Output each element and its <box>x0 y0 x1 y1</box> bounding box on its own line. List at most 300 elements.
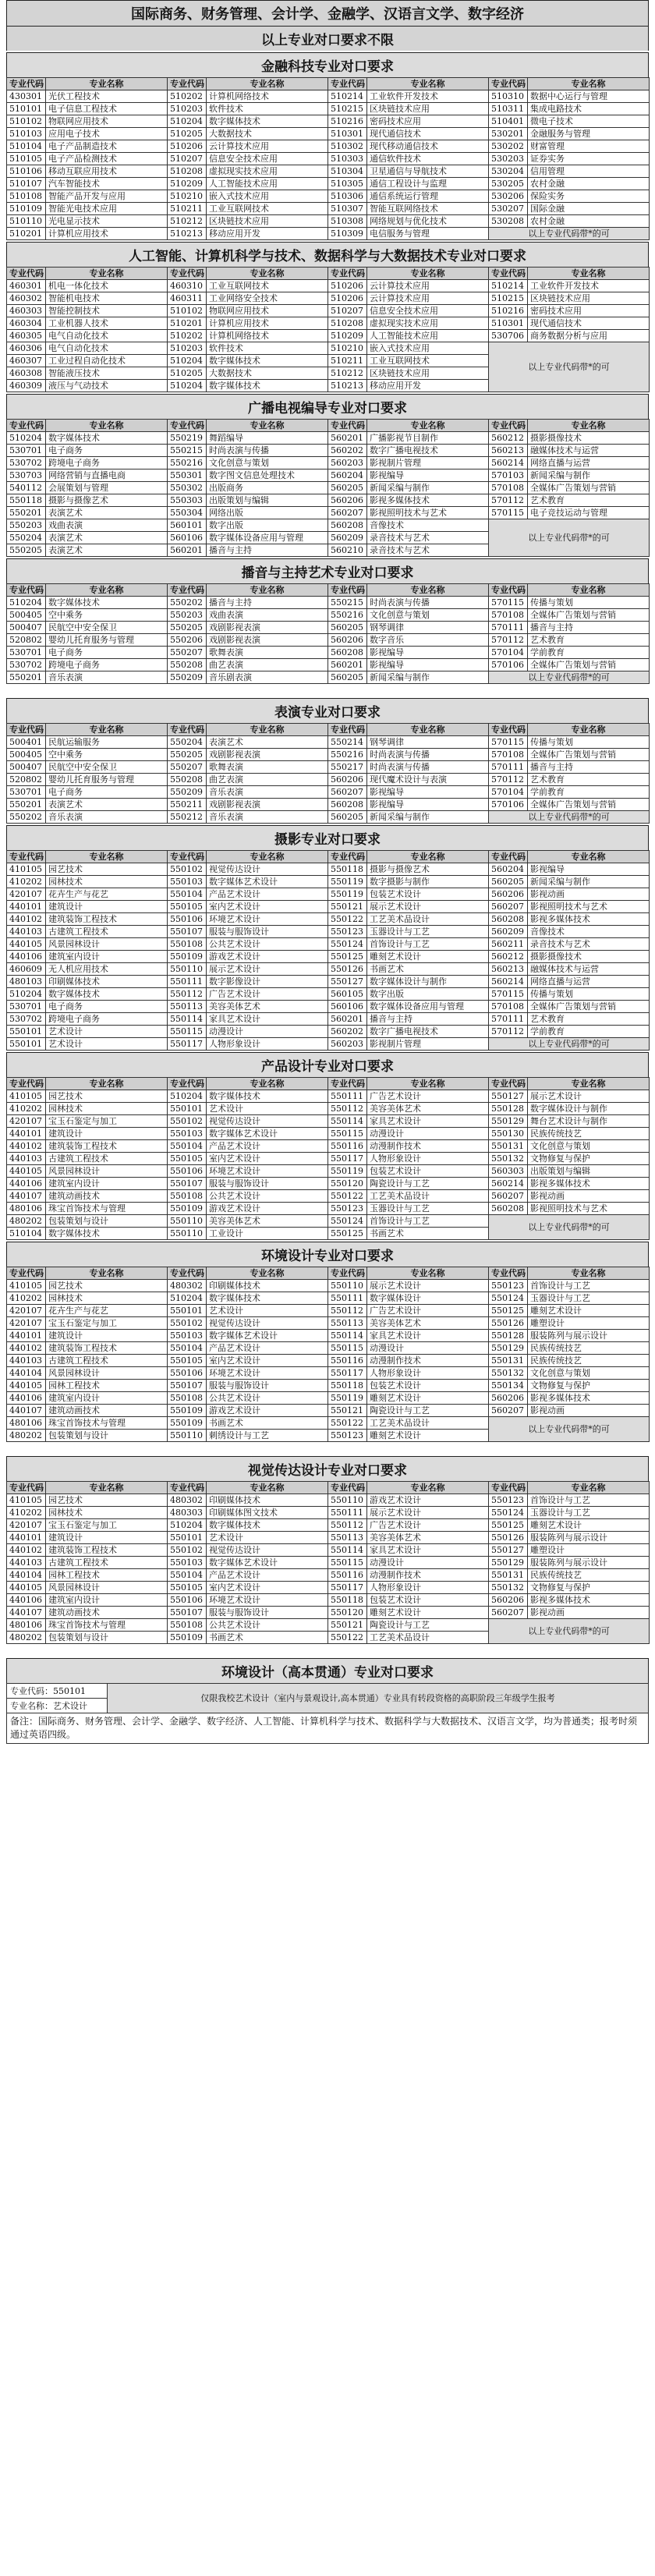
major-code: 570111 <box>489 622 528 634</box>
table-row <box>7 799 650 811</box>
major-name: 时尚表演与传播 <box>367 761 489 774</box>
major-code: 560206 <box>328 494 367 507</box>
major-code: 510212 <box>168 215 207 228</box>
header-name: 专业名称 <box>367 1078 489 1090</box>
table-row <box>7 647 650 659</box>
major-code: 550132 <box>489 1153 528 1165</box>
major-name: 曲艺表演 <box>207 659 328 671</box>
major-name: 音乐剧表演 <box>207 671 328 684</box>
header-row <box>7 420 650 432</box>
major-code: 550110 <box>168 963 207 976</box>
major-code: 560213 <box>489 963 528 976</box>
major-name: 出版策划与编辑 <box>207 494 328 507</box>
major-code: 440106 <box>7 951 46 963</box>
major-code: 550127 <box>489 1090 528 1103</box>
major-name: 无人机应用技术 <box>46 963 168 976</box>
major-name: 云计算技术应用 <box>367 280 489 292</box>
major-code: 550109 <box>168 1405 207 1417</box>
header-code: 专业代码 <box>489 268 528 280</box>
header-name: 专业名称 <box>46 420 168 432</box>
major-name: 风景园林设计 <box>46 938 168 951</box>
special-note: 仅限我校艺术设计（室内与景观设计,高本贯通）专业具有转段资格的高职阶段三年级学生报考 <box>108 1684 649 1713</box>
major-code: 550102 <box>168 1115 207 1128</box>
major-code: 560210 <box>328 544 367 557</box>
major-code: 550132 <box>489 1367 528 1380</box>
major-code: 550111 <box>328 1292 367 1305</box>
header-code: 专业代码 <box>7 1078 46 1090</box>
major-name: 戏曲表演 <box>207 609 328 622</box>
section-table <box>6 723 650 824</box>
major-name: 印刷媒体技术 <box>46 976 168 988</box>
major-code: 480106 <box>7 1203 46 1215</box>
major-name: 区块链技术应用 <box>367 103 489 115</box>
table-row <box>7 963 650 976</box>
major-name: 出版商务 <box>207 482 328 494</box>
major-name: 表演艺术 <box>46 544 168 557</box>
major-name: 公共艺术设计 <box>207 1619 328 1632</box>
major-name: 农村金融 <box>528 178 650 190</box>
major-code: 550120 <box>328 1607 367 1619</box>
major-code: 570108 <box>489 482 528 494</box>
major-name: 影视动画 <box>528 888 650 901</box>
major-name: 服装与服饰设计 <box>207 926 328 938</box>
major-name: 嵌入式技术应用 <box>367 342 489 355</box>
major-name: 书画艺术 <box>367 1228 489 1240</box>
table-row <box>7 432 650 445</box>
major-name: 空中乘务 <box>46 749 168 761</box>
major-name: 古建筑工程技术 <box>46 1355 168 1367</box>
major-code: 410202 <box>7 1103 46 1115</box>
document <box>6 0 649 1744</box>
major-code: 510206 <box>328 280 367 292</box>
major-code: 550208 <box>168 659 207 671</box>
major-name: 风景园林设计 <box>46 1582 168 1594</box>
major-name: 数字媒体设计与制作 <box>367 976 489 988</box>
major-name: 新闻采编与制作 <box>367 671 489 684</box>
section-note: 以上专业代码带*的可 <box>489 1038 650 1051</box>
major-code: 550101 <box>7 1038 46 1051</box>
major-name: 影视编导 <box>367 647 489 659</box>
major-name: 视觉传达设计 <box>207 863 328 876</box>
major-name: 表演艺术 <box>46 799 168 811</box>
header-name: 专业名称 <box>528 851 650 863</box>
major-code: 410105 <box>7 1090 46 1103</box>
major-name: 时尚表演与传播 <box>367 749 489 761</box>
header-name: 专业名称 <box>528 1267 650 1280</box>
major-name: 数字媒体艺术设计 <box>207 1128 328 1140</box>
major-name: 雕塑设计 <box>528 1544 650 1557</box>
major-name: 影视制片管理 <box>367 457 489 469</box>
major-code: 550125 <box>328 1228 367 1240</box>
major-code: 440103 <box>7 1557 46 1569</box>
major-code: 410202 <box>7 1507 46 1519</box>
major-code: 460310 <box>168 280 207 292</box>
header-name: 专业名称 <box>367 584 489 597</box>
major-name: 园艺技术 <box>46 1280 168 1292</box>
major-name: 智能产品开发与应用 <box>46 190 168 203</box>
major-name: 数字媒体技术 <box>207 1090 328 1103</box>
major-name: 室内艺术设计 <box>207 1355 328 1367</box>
major-code: 550111 <box>328 1507 367 1519</box>
major-code: 550211 <box>168 799 207 811</box>
major-name: 花卉生产与花艺 <box>46 888 168 901</box>
major-code: 460309 <box>7 380 46 392</box>
major-name: 网络直播与运营 <box>528 976 650 988</box>
major-code: 560212 <box>489 951 528 963</box>
major-code: 510216 <box>328 115 367 128</box>
major-code: 550115 <box>328 1557 367 1569</box>
section-anchor <box>6 558 649 684</box>
major-code: 550129 <box>489 1342 528 1355</box>
header-name: 专业名称 <box>46 584 168 597</box>
major-name: 播音与主持 <box>528 622 650 634</box>
major-name: 美容美体艺术 <box>367 1532 489 1544</box>
table-row <box>7 951 650 963</box>
section-note: 以上专业代码带*的可 <box>489 811 650 824</box>
major-name: 产品艺术设计 <box>207 1342 328 1355</box>
major-code: 420107 <box>7 1115 46 1128</box>
major-code: 530206 <box>489 190 528 203</box>
table-row <box>7 901 650 913</box>
major-code: 560202 <box>328 445 367 457</box>
major-code: 550114 <box>168 1013 207 1026</box>
major-code: 530205 <box>489 178 528 190</box>
header-code: 专业代码 <box>7 268 46 280</box>
header-name: 专业名称 <box>207 1482 328 1494</box>
major-code: 550303 <box>168 494 207 507</box>
major-code: 550301 <box>168 469 207 482</box>
major-code: 560207 <box>489 1607 528 1619</box>
major-code: 550119 <box>328 1165 367 1178</box>
major-code: 550103 <box>168 1557 207 1569</box>
major-code: 550111 <box>328 1090 367 1103</box>
header-name: 专业名称 <box>367 420 489 432</box>
major-name: 证券实务 <box>528 153 650 165</box>
major-code: 550112 <box>328 1519 367 1532</box>
major-name: 全媒体广告策划与营销 <box>528 609 650 622</box>
table-row <box>7 622 650 634</box>
major-name: 通信系统运行管理 <box>367 190 489 203</box>
header-code: 专业代码 <box>7 724 46 736</box>
major-name: 数字媒体技术 <box>46 1228 168 1240</box>
major-code: 560207 <box>489 901 528 913</box>
major-name: 数字媒体艺术设计 <box>207 1557 328 1569</box>
table-row <box>7 988 650 1001</box>
major-name: 影视多媒体技术 <box>528 1178 650 1190</box>
major-name: 融媒体技术与运营 <box>528 963 650 976</box>
major-code: 440101 <box>7 1128 46 1140</box>
major-code: 510109 <box>7 203 46 215</box>
major-name: 展示艺术设计 <box>528 1090 650 1103</box>
major-code: 530706 <box>489 330 528 342</box>
major-code: 560206 <box>489 1392 528 1405</box>
header-name: 专业名称 <box>528 584 650 597</box>
major-code: 550130 <box>489 1128 528 1140</box>
major-code: 550102 <box>168 1544 207 1557</box>
major-code: 410105 <box>7 863 46 876</box>
major-name: 学前教育 <box>528 1026 650 1038</box>
header-row <box>7 1267 650 1280</box>
major-code: 560206 <box>489 888 528 901</box>
table-row <box>7 1165 650 1178</box>
major-code: 560101 <box>168 519 207 532</box>
header-name: 专业名称 <box>528 268 650 280</box>
major-name: 软件技术 <box>207 103 328 115</box>
major-code: 550132 <box>489 1582 528 1594</box>
table-row <box>7 342 650 355</box>
major-name: 工艺美术品设计 <box>367 913 489 926</box>
major-name: 人物形象设计 <box>367 1582 489 1594</box>
header-name: 专业名称 <box>207 724 328 736</box>
table-row <box>7 330 650 342</box>
major-name: 艺术教育 <box>528 494 650 507</box>
section-note: 以上专业代码带*的可 <box>489 1619 650 1644</box>
major-code: 550124 <box>328 1215 367 1228</box>
major-name: 区块链技术应用 <box>207 215 328 228</box>
major-name: 建筑动画技术 <box>46 1190 168 1203</box>
major-code: 440104 <box>7 1367 46 1380</box>
major-code: 510212 <box>328 367 367 380</box>
major-name: 建筑室内设计 <box>46 1594 168 1607</box>
major-name: 录音技术与艺术 <box>528 938 650 951</box>
major-name: 播音与主持 <box>367 1013 489 1026</box>
major-name: 书画艺术 <box>207 1417 328 1430</box>
major-name: 服装陈列与展示设计 <box>528 1330 650 1342</box>
major-code: 460301 <box>7 280 46 292</box>
table-row <box>7 228 650 240</box>
table-row <box>7 153 650 165</box>
major-name: 现代移动通信技术 <box>367 140 489 153</box>
special-title: 环境设计（高本贯通）专业对口要求 <box>6 1658 649 1683</box>
major-code: 560201 <box>168 544 207 557</box>
major-name: 环境艺术设计 <box>207 1594 328 1607</box>
major-code: 500405 <box>7 749 46 761</box>
major-name: 影视多媒体技术 <box>528 1392 650 1405</box>
major-name: 展示艺术设计 <box>207 963 328 976</box>
major-name: 珠宝首饰技术与管理 <box>46 1417 168 1430</box>
major-code: 510301 <box>489 317 528 330</box>
major-name: 金融服务与管理 <box>528 128 650 140</box>
major-code: 530203 <box>489 153 528 165</box>
major-code: 560208 <box>328 519 367 532</box>
major-code: 550124 <box>489 1507 528 1519</box>
major-name: 陶瓷设计与工艺 <box>367 1405 489 1417</box>
major-name: 音像技术 <box>367 519 489 532</box>
major-name: 宝玉石鉴定与加工 <box>46 1115 168 1128</box>
major-code: 550205 <box>168 622 207 634</box>
table-row <box>7 1292 650 1305</box>
major-name: 包装策划与设计 <box>46 1430 168 1442</box>
major-code: 550113 <box>328 1317 367 1330</box>
major-name: 印刷媒体技术 <box>207 1280 328 1292</box>
section-fintech <box>6 52 649 240</box>
major-name: 通信软件技术 <box>367 153 489 165</box>
major-code: 550102 <box>168 1317 207 1330</box>
major-name: 美容美体艺术 <box>367 1103 489 1115</box>
major-name: 人工智能技术应用 <box>367 330 489 342</box>
major-name: 数字媒体设计与制作 <box>528 1103 650 1115</box>
major-code: 570115 <box>489 988 528 1001</box>
major-name: 环境艺术设计 <box>207 1165 328 1178</box>
table-row <box>7 469 650 482</box>
major-code: 550212 <box>168 811 207 824</box>
major-name: 书画艺术 <box>367 963 489 976</box>
header-code: 专业代码 <box>328 420 367 432</box>
header-code: 专业代码 <box>328 268 367 280</box>
major-name: 园林技术 <box>46 1292 168 1305</box>
major-name: 园林工程技术 <box>46 1380 168 1392</box>
major-name: 印刷媒体技术 <box>207 1494 328 1507</box>
major-name: 影视照明技术与艺术 <box>367 507 489 519</box>
major-code: 550216 <box>328 609 367 622</box>
major-code: 550112 <box>168 988 207 1001</box>
major-name: 音乐表演 <box>46 811 168 824</box>
major-code: 550116 <box>328 1355 367 1367</box>
major-code: 550103 <box>168 1128 207 1140</box>
major-code: 510302 <box>328 140 367 153</box>
major-code: 480302 <box>168 1494 207 1507</box>
major-code: 550123 <box>328 1203 367 1215</box>
major-code: 510311 <box>489 103 528 115</box>
major-code: 550126 <box>328 963 367 976</box>
major-code: 510204 <box>7 432 46 445</box>
major-code: 440103 <box>7 1153 46 1165</box>
major-name: 网络规划与优化技术 <box>367 215 489 228</box>
header-code: 专业代码 <box>168 268 207 280</box>
major-code: 510307 <box>328 203 367 215</box>
section-ai <box>6 242 649 392</box>
major-name: 移动应用开发 <box>367 380 489 392</box>
major-code: 440107 <box>7 1190 46 1203</box>
major-code: 440101 <box>7 1532 46 1544</box>
major-code: 550101 <box>168 1532 207 1544</box>
section-product <box>6 1052 649 1240</box>
major-code: 550105 <box>168 1153 207 1165</box>
major-code: 460304 <box>7 317 46 330</box>
major-code: 440102 <box>7 1544 46 1557</box>
table-row <box>7 165 650 178</box>
major-code: 540112 <box>7 482 46 494</box>
major-name: 环境艺术设计 <box>207 913 328 926</box>
major-name: 网络出版 <box>207 507 328 519</box>
major-code: 510209 <box>168 178 207 190</box>
major-name: 艺术教育 <box>528 774 650 786</box>
table-row <box>7 876 650 888</box>
major-code: 550114 <box>328 1330 367 1342</box>
major-name: 数字媒体技术 <box>46 597 168 609</box>
major-name: 广告艺术设计 <box>367 1090 489 1103</box>
major-name: 展示艺术设计 <box>367 1280 489 1292</box>
major-name: 数字媒体技术 <box>207 355 328 367</box>
major-name: 陶瓷设计与工艺 <box>367 1619 489 1632</box>
table-row <box>7 609 650 622</box>
table-row <box>7 280 650 292</box>
major-code: 550114 <box>328 1115 367 1128</box>
table-row <box>7 1544 650 1557</box>
footer-note: 备注：国际商务、财务管理、会计学、金融学、数字经济、人工智能、计算机科学与技术、数据科学与大数据技术、汉语言文学，均为普通类；报考时须通过英语四级。 <box>6 1713 649 1744</box>
major-code: 510208 <box>168 165 207 178</box>
major-name: 民航运输服务 <box>46 736 168 749</box>
major-code: 550109 <box>168 1203 207 1215</box>
section-note: 以上专业代码带*的可 <box>489 228 650 240</box>
major-code: 560202 <box>328 1026 367 1038</box>
major-name: 园艺技术 <box>46 1090 168 1103</box>
major-code: 550110 <box>328 1494 367 1507</box>
major-code: 550207 <box>168 761 207 774</box>
major-name: 歌舞表演 <box>207 647 328 659</box>
table-row <box>7 519 650 532</box>
major-name: 软件技术 <box>207 342 328 355</box>
major-code: 570115 <box>489 736 528 749</box>
major-name: 游戏艺术设计 <box>367 1494 489 1507</box>
section-note: 以上专业代码带*的可 <box>489 1417 650 1442</box>
major-name: 室内艺术设计 <box>207 1153 328 1165</box>
major-name: 音乐表演 <box>207 811 328 824</box>
header-row <box>7 851 650 863</box>
header-code: 专业代码 <box>328 1267 367 1280</box>
major-name: 室内艺术设计 <box>207 1582 328 1594</box>
major-code: 440105 <box>7 1582 46 1594</box>
header-name: 专业名称 <box>367 78 489 90</box>
table-row <box>7 317 650 330</box>
major-code: 440103 <box>7 1355 46 1367</box>
major-code: 550216 <box>328 749 367 761</box>
major-name: 现代通信技术 <box>367 128 489 140</box>
major-name: 电子产品制造技术 <box>46 140 168 153</box>
major-code: 460306 <box>7 342 46 355</box>
section-table <box>6 1077 650 1240</box>
major-name: 虚拟现实技术应用 <box>207 165 328 178</box>
special-section <box>6 1658 649 1744</box>
major-code: 550108 <box>168 1619 207 1632</box>
major-name: 文化创意与策划 <box>528 1140 650 1153</box>
major-code: 550207 <box>168 647 207 659</box>
major-code: 550105 <box>168 1355 207 1367</box>
major-name: 信息安全技术应用 <box>207 153 328 165</box>
major-name: 影视多媒体技术 <box>367 494 489 507</box>
header-code: 专业代码 <box>489 1482 528 1494</box>
major-name: 传播与策划 <box>528 597 650 609</box>
major-name: 建筑装饰工程技术 <box>46 1544 168 1557</box>
major-code: 570112 <box>489 1026 528 1038</box>
header-name: 专业名称 <box>528 420 650 432</box>
major-code: 480103 <box>7 976 46 988</box>
major-code: 510205 <box>168 128 207 140</box>
header-name: 专业名称 <box>207 268 328 280</box>
major-name: 影视制片管理 <box>367 1038 489 1051</box>
major-code: 560203 <box>328 1038 367 1051</box>
section-table <box>6 1481 650 1644</box>
major-code: 440107 <box>7 1405 46 1417</box>
major-name: 包装艺术设计 <box>367 1165 489 1178</box>
table-row <box>7 1013 650 1026</box>
major-name: 数字出版 <box>367 988 489 1001</box>
major-name: 建筑室内设计 <box>46 951 168 963</box>
table-row <box>7 494 650 507</box>
major-name: 园林工程技术 <box>46 1569 168 1582</box>
major-code: 550131 <box>489 1569 528 1582</box>
major-code: 510214 <box>328 90 367 103</box>
major-code: 550118 <box>328 1594 367 1607</box>
major-code: 560205 <box>328 482 367 494</box>
header-name: 专业名称 <box>367 851 489 863</box>
major-code: 550117 <box>328 1582 367 1594</box>
table-row <box>7 1582 650 1594</box>
major-code: 480303 <box>168 1507 207 1519</box>
major-code: 550118 <box>7 494 46 507</box>
major-name: 时尚表演与传播 <box>367 597 489 609</box>
major-code: 570112 <box>489 774 528 786</box>
